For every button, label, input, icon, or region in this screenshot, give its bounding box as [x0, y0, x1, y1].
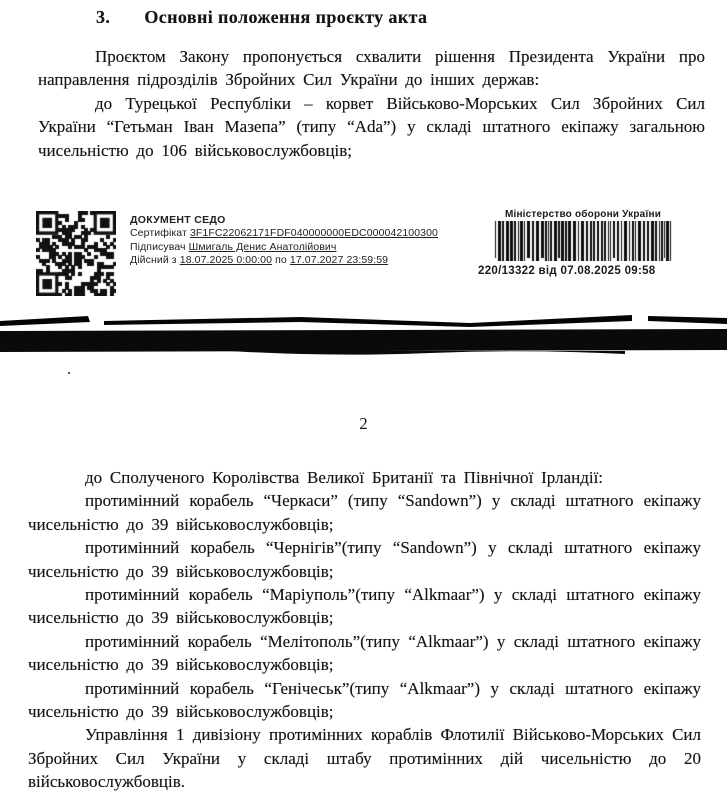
section-number: 3.: [96, 7, 111, 27]
page2-text-block: [28, 466, 701, 794]
paragraph: протимінний корабель “Генічеськ”(типу “Alkmaar”) у складі штатного екіпажу чисельністю до 39 військовослужбовців;: [28, 678, 701, 722]
paragraph: до Сполученого Королівства Великої Британії та Північної Ірландії:: [85, 468, 604, 487]
paragraph: Управління 1 дивізіону протимінних кораблів Флотилії Військово-Морських Сил Збройних Сил України у складі штабу протимінних дій чисельністю до 20 військовослужбовців.: [28, 725, 701, 792]
paragraph: Проєктом Закону пропонується схвалити рішення Президента України про направлення підрозділів Збройних Сил України до інших держав:: [38, 47, 705, 90]
signer-line: Підписувач Шмигаль Денис Анатолійович: [130, 240, 337, 253]
scan-speck: [68, 372, 70, 374]
paragraph: до Турецької Республіки – корвет Військово-Морських Сил Збройних Сил України “Гетьман Іван Мазепа” (типу “Ada”) у складі штатного екіпажу загальною чисельністю до 106 військовослужбовців;: [38, 93, 705, 160]
qr-code-icon: [36, 211, 116, 296]
signer-value: Шмигаль Денис Анатолійович: [188, 240, 337, 253]
valid-from: 18.07.2025 0:00:00: [179, 254, 273, 267]
scan-divider: [0, 312, 727, 360]
sedo-title: ДОКУМЕНТ СЕДО: [130, 214, 226, 226]
paragraph: протимінний корабель “Маріуполь”(типу “Alkmaar”) у складі штатного екіпажу чисельністю до 39 військовослужбовців;: [28, 585, 701, 628]
validity-line: Дійсний з 18.07.2025 0:00:00 по 17.07.2027 23:59:59: [130, 254, 389, 267]
paragraph: протимінний корабель “Мелітополь”(типу “Alkmaar”) у складі штатного екіпажу чисельністю до 39 військовослужбовців;: [28, 631, 701, 675]
page1-text-block: [38, 45, 705, 162]
stamp-row: [0, 205, 727, 305]
sedo-signature-stamp: [130, 214, 460, 268]
paragraph: протимінний корабель “Черкаси” (типу “Sandown”) у складі штатного екіпажу чисельністю до 39 військовослужбовців;: [28, 491, 701, 534]
registration-org: Міністерство оборони України: [504, 209, 662, 220]
section-heading: [96, 7, 427, 28]
certificate-line: Сертифікат 3F1FC22062171FDF040000000EDC000042100300: [130, 227, 438, 240]
section-title: Основні положення проєкту акта: [144, 7, 428, 27]
page-number: 2: [359, 414, 368, 433]
registration-stamp: [478, 209, 688, 277]
barcode-icon: [494, 221, 672, 261]
valid-to: 17.07.2027 23:59:59: [289, 254, 389, 267]
certificate-value: 3F1FC22062171FDF040000000EDC000042100300: [189, 227, 438, 240]
paragraph: протимінний корабель “Чернігів”(типу “Sandown”) у складі штатного екіпажу чисельністю до 39 військовослужбовців;: [28, 538, 701, 581]
registration-number: 220/13322 від 07.08.2025 09:58: [478, 265, 656, 277]
